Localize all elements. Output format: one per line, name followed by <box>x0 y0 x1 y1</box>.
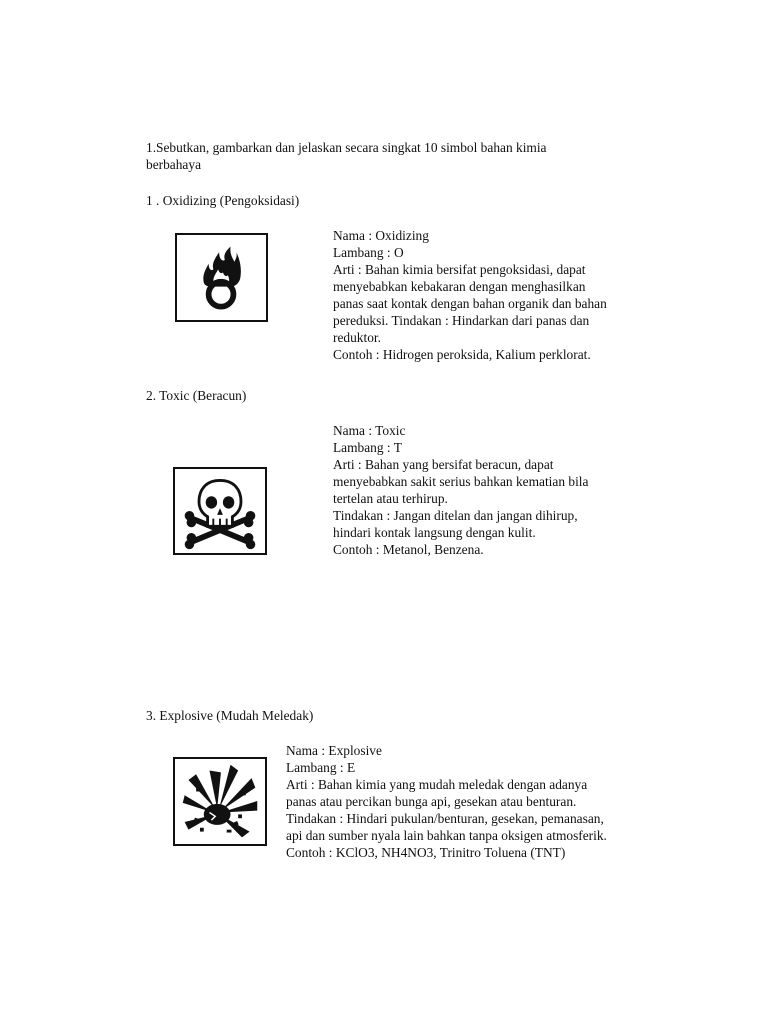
exploding-bomb-icon <box>175 759 265 844</box>
question-line: 1.Sebutkan, gambarkan dan jelaskan secara singkat 10 simbol bahan kimia <box>146 140 547 155</box>
toxic-symbol <box>173 467 267 555</box>
description-line: reduktor. <box>333 330 381 345</box>
description-line: Nama : Explosive <box>286 743 382 758</box>
explosive-symbol <box>173 757 267 846</box>
description-line: Lambang : T <box>333 440 402 455</box>
description-line: tertelan atau terhirup. <box>333 491 448 506</box>
description-line: Lambang : E <box>286 760 356 775</box>
description-line: menyebabkan kebakaran dengan menghasilkan <box>333 279 586 294</box>
section-heading-explosive: 3. Explosive (Mudah Meledak) <box>146 708 314 723</box>
description-line: Lambang : O <box>333 245 404 260</box>
section-heading-oxidizing: 1 . Oxidizing (Pengoksidasi) <box>146 193 300 208</box>
description-line: Contoh : Metanol, Benzena. <box>333 542 484 557</box>
oxidizing-description <box>333 227 607 363</box>
description-line: Contoh : Hidrogen peroksida, Kalium perklorat. <box>333 347 591 362</box>
question-line: berbahaya <box>146 157 202 172</box>
description-line: panas atau percikan bunga api, gesekan atau benturan. <box>286 794 577 809</box>
description-line: Nama : Oxidizing <box>333 228 429 243</box>
oxidizing-symbol <box>175 233 268 322</box>
explosive-description <box>286 742 607 861</box>
description-line: Contoh : KClO3, NH4NO3, Trinitro Toluena (TNT) <box>286 845 566 860</box>
description-line: Nama : Toxic <box>333 423 406 438</box>
flame-over-circle-icon <box>177 235 266 320</box>
description-line: Arti : Bahan kimia bersifat pengoksidasi, dapat <box>333 262 586 277</box>
toxic-description <box>333 422 588 558</box>
description-line: panas saat kontak dengan bahan organik dan bahan <box>333 296 607 311</box>
description-line: menyebabkan sakit serius bahkan kematian bila <box>333 474 589 489</box>
description-line: Arti : Bahan kimia yang mudah meledak dengan adanya <box>286 777 588 792</box>
description-line: Arti : Bahan yang bersifat beracun, dapat <box>333 457 554 472</box>
description-line: Tindakan : Jangan ditelan dan jangan dihirup, <box>333 508 578 523</box>
description-line: api dan sumber nyala lain bahkan tanpa oksigen atmosferik. <box>286 828 607 843</box>
question-text <box>146 139 666 173</box>
skull-crossbones-icon <box>175 469 265 553</box>
description-line: hindari kontak langsung dengan kulit. <box>333 525 536 540</box>
section-heading-toxic: 2. Toxic (Beracun) <box>146 388 247 403</box>
description-line: Tindakan : Hindari pukulan/benturan, gesekan, pemanasan, <box>286 811 604 826</box>
description-line: pereduksi. Tindakan : Hindarkan dari panas dan <box>333 313 590 328</box>
